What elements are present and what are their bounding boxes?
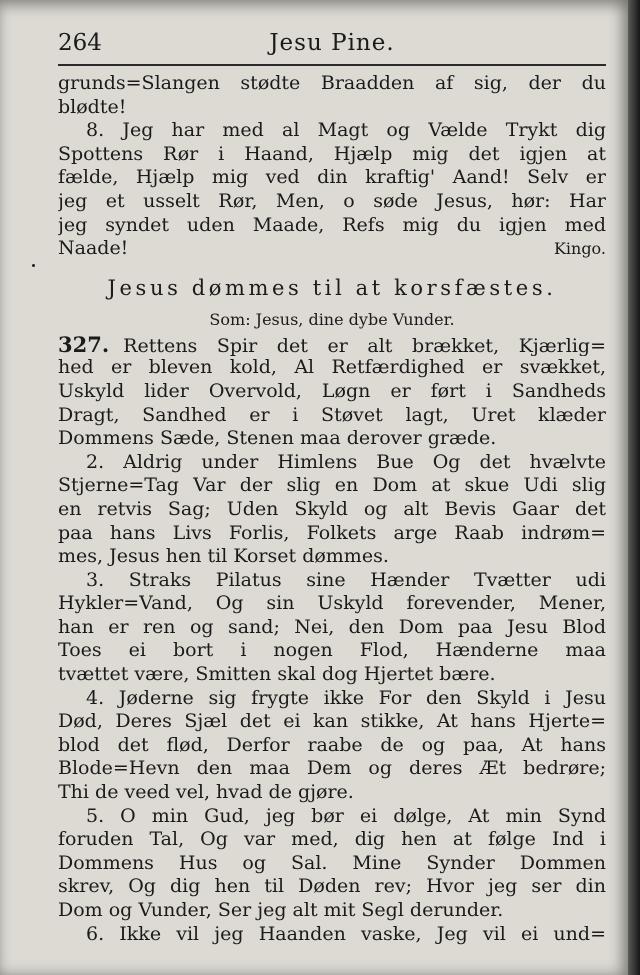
text-line: Blode=Hevn den maa Dem og deres Æt bedrøre; <box>58 757 606 780</box>
text-line: Hykler=Vand, Og sin Uskyld forevender, Mener, <box>58 592 606 615</box>
text-line: fælde, Hjælp mig ved din kraftig' Aand! Selv er <box>58 166 606 189</box>
book-gutter <box>628 0 640 975</box>
text-line: Spottens Rør i Haand, Hjælp mig det igjen at <box>58 142 606 165</box>
running-title: Jesu Pine. <box>269 30 395 56</box>
text-line: jeg et usselt Rør, Men, o søde Jesus, hør: Har <box>58 189 606 212</box>
text-line: Dragt, Sandhed er i Støvet lagt, Uret klæder <box>58 403 606 426</box>
verse-start-line: 2. Aldrig under Himlens Bue Og det hvælvte <box>86 450 606 473</box>
text-line: Naade! <box>58 237 129 260</box>
section-title: Jesus dømmes til at korsfæstes. <box>107 275 557 300</box>
text-line: paa hans Livs Forlis, Folkets arge Raab indrøm= <box>58 521 606 544</box>
text-line: skrev, Og dig hen til Døden rev; Hvor jeg ser din <box>58 875 606 898</box>
text-line: Død, Deres Sjæl det ei kan stikke, At hans Hjerte= <box>58 710 606 733</box>
text-line: grunds=Slangen stødte Braadden af sig, der du <box>58 72 606 94</box>
text-line: Dommens Hus og Sal. Mine Synder Dommen <box>58 851 606 874</box>
page-number: 264 <box>58 30 102 56</box>
verse-start-line: 8. Jeg har med al Magt og Vælde Trykt dig <box>86 119 606 142</box>
hymn-first-line-text: Rettens Spir det er alt brækket, Kjærlig= <box>123 334 606 357</box>
text-line: Stjerne=Tag Var der slig en Dom at skue Udi slig <box>58 474 606 497</box>
page-header <box>58 24 606 66</box>
ink-speck <box>32 264 35 267</box>
text-line: hed er bleven kold, Al Retfærdighed er svækket, <box>58 356 606 379</box>
text-line: Uskyld lider Overvold, Løgn er ført i Sandheds <box>58 379 606 402</box>
verse-start-line: 6. Ikke vil jeg Haanden vaske, Jeg vil ei und= <box>86 922 606 945</box>
text-line: Dom og Vunder, Ser jeg alt mit Segl derunder. <box>58 899 504 921</box>
text-line: blod det flød, Derfor raabe de og paa, At hans <box>58 733 606 756</box>
hymn-number: 327. <box>58 332 110 357</box>
text-line: jeg syndet uden Maade, Refs mig du igjen med <box>58 213 606 236</box>
text-line: Dommens Sæde, Stenen maa derover græde. <box>58 427 497 450</box>
text-line: mes, Jesus hen til Korset dømmes. <box>58 545 389 568</box>
verse-start-line: 5. O min Gud, jeg bør ei dølge, At min Synd <box>86 804 606 827</box>
text-line: Thi de veed vel, hvad de gjøre. <box>58 781 354 804</box>
text-line: han er ren og sand; Nei, den Dom paa Jesu Blod <box>58 615 606 638</box>
text-line: Toes ei bort i nogen Flod, Hænderne maa <box>58 639 606 662</box>
hymn-first-line <box>58 333 606 357</box>
text-line: tvættet være, Smitten skal dog Hjertet bære. <box>58 663 496 686</box>
verse-start-line: 3. Straks Pilatus sine Hænder Tvætter udi <box>86 568 606 591</box>
text-line: blødte! <box>58 95 127 118</box>
melody-note: Som: Jesus, dine dybe Vunder. <box>209 309 455 329</box>
verse-start-line: 4. Jøderne sig frygte ikke For den Skyld i Jesu <box>86 686 606 709</box>
hymn-327 <box>58 333 606 946</box>
hymn-author: Kingo. <box>553 239 606 259</box>
text-line: foruden Tal, Og var med, dig hen at følge Ind i <box>58 828 606 851</box>
text-line: en retvis Sag; Uden Skyld og alt Bevis Gaar det <box>58 497 606 520</box>
page-content <box>58 24 606 946</box>
previous-hymn <box>58 72 606 261</box>
